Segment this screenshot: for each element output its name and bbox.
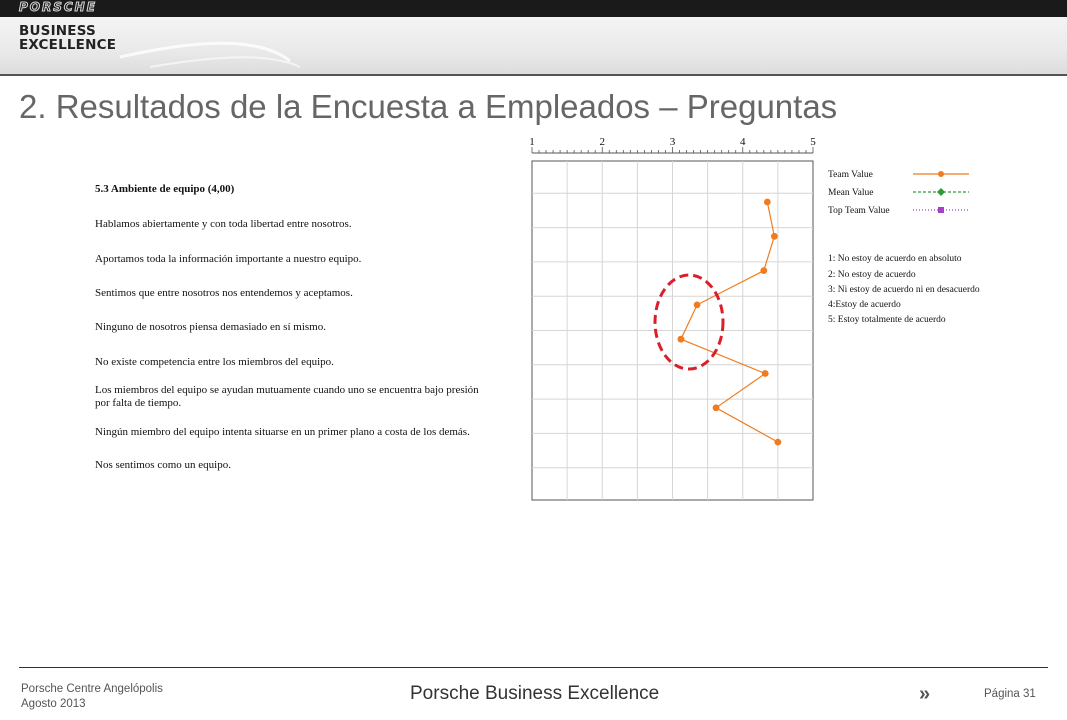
legend-label-top-team: Top Team Value xyxy=(828,206,890,216)
legend-marker-mean xyxy=(937,188,945,196)
legend-label-mean: Mean Value xyxy=(828,188,874,198)
legend-label-team: Team Value xyxy=(828,170,873,180)
scale-item: 4:Estoy de acuerdo xyxy=(828,300,901,310)
business-excellence-logo xyxy=(19,24,116,52)
porsche-logo: PORSCHE xyxy=(19,0,97,14)
footer-divider xyxy=(19,667,1048,668)
question-text: por falta de tiempo. xyxy=(95,397,182,409)
legend-swatches xyxy=(905,165,975,225)
legend-marker-team xyxy=(938,171,944,177)
question-text: Ninguno de nosotros piensa demasiado en sí mismo. xyxy=(95,321,326,333)
brand-line-2: EXCELLENCE xyxy=(19,37,117,53)
x-tick-label: 1 xyxy=(529,136,535,148)
page-number: Página 31 xyxy=(984,688,1036,700)
question-text: Sentimos que entre nosotros nos entendemos y aceptamos. xyxy=(95,287,353,299)
data-point xyxy=(760,267,767,274)
data-point xyxy=(771,233,778,240)
header-swoosh xyxy=(0,17,1067,75)
question-text: Nos sentimos como un equipo. xyxy=(95,459,231,471)
x-tick-label: 5 xyxy=(810,136,816,148)
legend-marker-top-team xyxy=(938,207,944,213)
question-text: No existe competencia entre los miembros del equipo. xyxy=(95,356,334,368)
footer-date: Agosto 2013 xyxy=(21,698,86,710)
footer-title: Porsche Business Excellence xyxy=(410,683,660,704)
data-point xyxy=(774,439,781,446)
data-point xyxy=(694,302,701,309)
x-tick-label: 2 xyxy=(599,136,605,148)
header-divider xyxy=(0,74,1067,76)
data-point xyxy=(713,404,720,411)
x-tick-label: 4 xyxy=(740,136,746,148)
page-title: 2. Resultados de la Encuesta a Empleados – Preguntas xyxy=(19,88,838,125)
data-point xyxy=(762,370,769,377)
top-bar xyxy=(0,0,1067,17)
double-chevron-icon: » xyxy=(919,683,926,705)
scale-item: 2: No estoy de acuerdo xyxy=(828,270,916,280)
team-value-chart xyxy=(520,135,820,505)
question-text: Hablamos abiertamente y con toda libertad entre nosotros. xyxy=(95,218,352,230)
header-band xyxy=(0,17,1067,75)
question-text: Aportamos toda la información importante a nuestro equipo. xyxy=(95,253,362,265)
x-tick-label: 3 xyxy=(669,136,676,148)
section-heading: 5.3 Ambiente de equipo (4,00) xyxy=(95,183,235,195)
scale-item: 1: No estoy de acuerdo en absoluto xyxy=(828,254,962,264)
footer-company: Porsche Centre Angelópolis xyxy=(21,683,163,695)
scale-item: 5: Estoy totalmente de acuerdo xyxy=(828,315,946,325)
data-point xyxy=(678,336,685,343)
data-point xyxy=(764,199,771,206)
question-text: Los miembros del equipo se ayudan mutuamente cuando uno se encuentra bajo presión xyxy=(95,384,479,396)
question-text: Ningún miembro del equipo intenta situarse en un primer plano a costa de los demás. xyxy=(95,426,470,438)
scale-item: 3: Ni estoy de acuerdo ni en desacuerdo xyxy=(828,285,980,295)
brand-line-1: BUSINESS xyxy=(19,23,96,39)
